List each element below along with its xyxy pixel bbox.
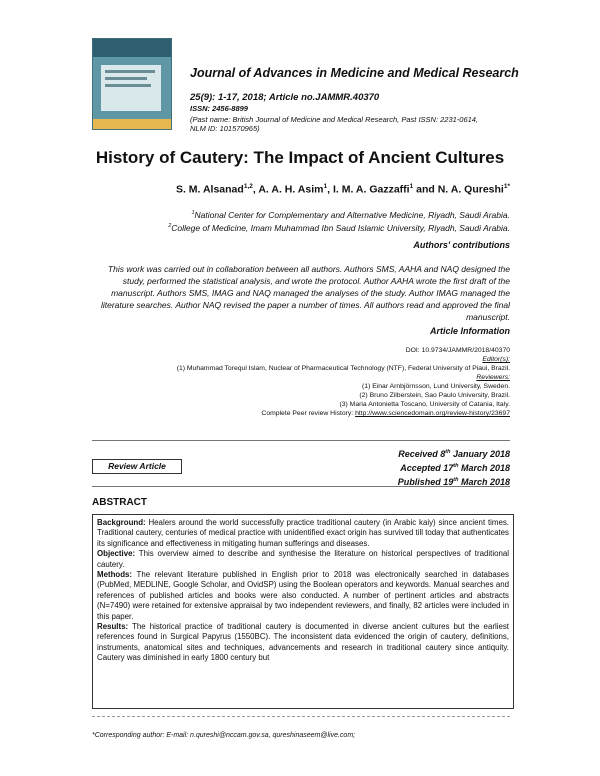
review-history — [177, 409, 510, 418]
journal-title: Journal of Advances in Medicine and Medical Research — [190, 66, 519, 80]
author-sep: , — [252, 183, 259, 196]
affiliation-number: 1 — [191, 210, 195, 216]
doi: DOI: 10.9734/JAMMR/2018/40370 — [405, 347, 510, 354]
author-affil: 1* — [503, 183, 510, 190]
abstract-section: Objective: This overview aimed to describe and synthesise the literature on historical perspectives of traditional cautery. — [97, 549, 509, 569]
author: A. A. H. Asim — [258, 183, 324, 196]
abstract-box — [92, 514, 514, 709]
contributions-heading: Authors' contributions — [413, 240, 510, 250]
abstract-section: Results: The historical practice of traditional cautery is documented in diverse ancient cultures but the earliest references found in Surgical Papyrus (1550BC). The inconsistent data evidenced the origin of cautery, definitions, instruments, anatomical sites and techniques, advancements and research in traditional cautery since antiquity. Cautery was diminished in early 1800 century but — [97, 622, 509, 663]
publication-dates — [398, 446, 510, 488]
affiliation — [168, 221, 510, 234]
article-title: History of Cautery: The Impact of Ancient Cultures — [95, 148, 505, 167]
accepted-date: Accepted 17th March 2018 — [400, 463, 510, 473]
editor: (1) Muhammad Torequl Islam, Nuclear of Pharmaceutical Technology (NTF), Federal University of Piaui, Brazil. — [176, 365, 510, 372]
corresponding-author: *Corresponding author: E-mail: n.qureshi@nccam.gov.sa, qureshinaseem@live.com; — [92, 732, 356, 739]
author-affil: 1 — [409, 183, 414, 190]
issn: ISSN: 2456-8899 — [190, 104, 248, 113]
article-type-badge: Review Article — [92, 459, 182, 474]
affiliation-text: College of Medicine, Imam Muhammad Ibn Saud Islamic University, Riyadh, Saudi Arabia. — [171, 222, 510, 233]
review-history-label: Complete Peer review History: — [261, 410, 356, 417]
published-date: Published 19th March 2018 — [397, 477, 510, 487]
affiliation-number: 2 — [168, 222, 172, 229]
past-name-line-1: (Past name: British Journal of Medicine and Medical Research, Past ISSN: 2231-0614, — [190, 115, 479, 124]
author-sep: and — [413, 183, 438, 196]
article-info — [177, 346, 510, 418]
past-name — [190, 115, 520, 133]
editors-label: Editor(s): — [482, 356, 510, 363]
author: I. M. A. Gazzaffi — [332, 183, 410, 196]
journal-cover-image — [92, 38, 172, 130]
affiliations — [168, 208, 510, 234]
review-history-link[interactable]: http://www.sciencedomain.org/review-history/23697 — [355, 410, 510, 417]
footer-divider — [92, 716, 510, 717]
divider — [92, 486, 510, 487]
article-info-heading: Article Information — [429, 326, 510, 336]
abstract-section: Methods: The relevant literature published in English prior to 2018 was electronically searched in databases (PubMed, MEDLINE, Google Scholar, and OvidSP) using the Boolean operators and keywords. Manual searches and references of published articles and books were also conducted. A number of pertinent articles and abstracts (N=7490) were retained for extensive appraisal by two independent reviewers, and finally, 82 articles were included in this paper. — [97, 570, 509, 621]
reviewer: (3) Maria Antonietta Toscano, University of Catania, Italy. — [339, 401, 510, 408]
affiliation — [168, 208, 510, 221]
author: S. M. Alsanad — [175, 183, 244, 196]
received-date: Received 8th January 2018 — [398, 449, 510, 459]
author-affil: 1,2 — [243, 183, 253, 190]
author-affil: 1 — [323, 183, 328, 190]
reviewer: (2) Bruno Zilberstein, Sao Paulo University, Brazil. — [359, 392, 510, 399]
journal-meta — [190, 92, 520, 133]
author: N. A. Qureshi — [437, 183, 504, 196]
reviewers-label: Reviewers: — [476, 374, 510, 381]
author-sep: , — [327, 183, 333, 196]
past-name-line-2: NLM ID: 101570965) — [190, 124, 260, 133]
abstract-section: Background: Healers around the world successfully practice traditional cautery (in Arabic kaiy) since ancient times. Traditional cautery, centuries of medical practice with unidentified exact origin has survived till today that authenticates its significance and effectiveness in mitigating human sufferings and diseases. — [97, 518, 509, 548]
contributions-text: This work was carried out in collaboration between all authors. Authors SMS, AAHA and NAQ designed the study, performed the statistical analysis, and wrote the protocol. Author AAHA wrote the first draft of the manuscript. Authors SMS, IMAG and NAQ managed the analyses of the study. Author IMAG managed the literature searches. Author NAQ revised the paper a number of times. All authors read and approved the final manuscript. — [100, 264, 510, 322]
affiliation-text: National Center for Complementary and Alternative Medicine, Riyadh, Saudi Arabia. — [194, 209, 510, 220]
author-list — [176, 183, 510, 196]
citation: 25(9): 1-17, 2018; Article no.JAMMR.40370 — [190, 92, 380, 103]
abstract-heading: ABSTRACT — [92, 497, 147, 508]
divider — [92, 440, 510, 441]
reviewer: (1) Einar Arnbjörnsson, Lund University, Sweden. — [362, 383, 510, 390]
